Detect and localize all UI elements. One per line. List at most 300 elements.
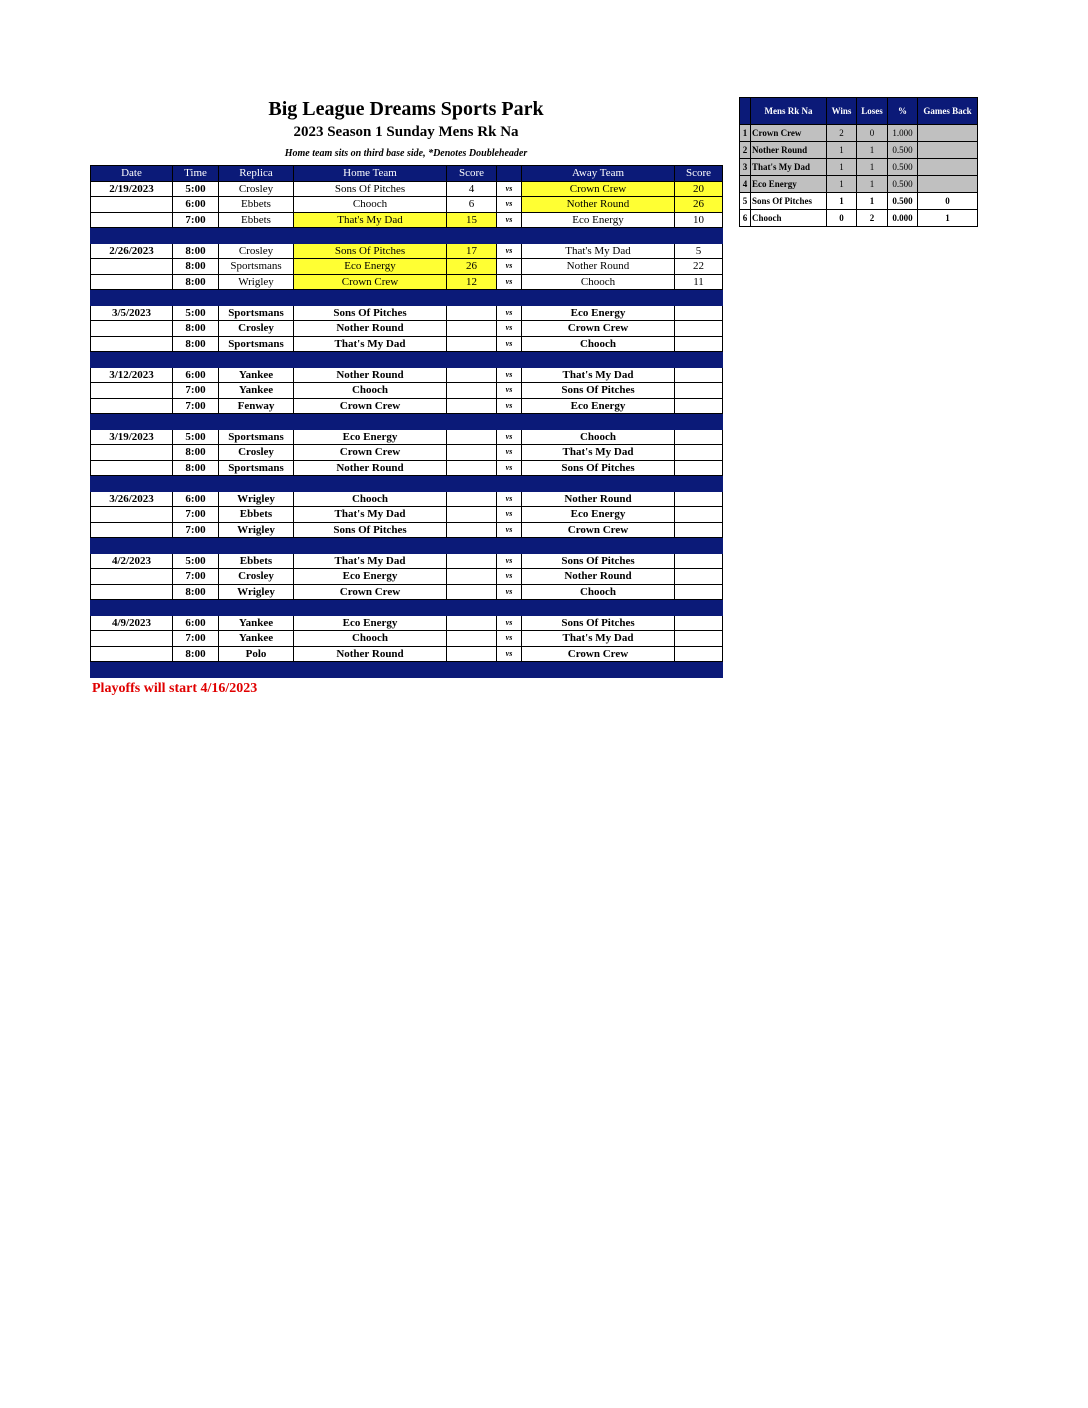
separator-cell <box>675 290 723 306</box>
time-cell: 6:00 <box>173 615 219 631</box>
home-team-cell: Sons Of Pitches <box>294 243 447 259</box>
vs-cell: vs <box>497 584 522 600</box>
away-team-cell: Nother Round <box>522 569 675 585</box>
wins-cell: 1 <box>827 193 857 210</box>
separator-cell <box>522 352 675 368</box>
table-row <box>91 631 723 647</box>
date-cell: 4/9/2023 <box>91 615 173 631</box>
separator-cell <box>173 538 219 554</box>
date-cell <box>91 398 173 414</box>
time-cell: 7:00 <box>173 569 219 585</box>
away-team-cell: Crown Crew <box>522 522 675 538</box>
separator-cell <box>675 414 723 430</box>
away-score-cell: 11 <box>675 274 723 290</box>
separator-cell <box>91 476 173 492</box>
separator-cell <box>447 290 497 306</box>
table-row <box>91 305 723 321</box>
away-team-cell: Eco Energy <box>522 305 675 321</box>
away-score-cell <box>675 522 723 538</box>
rank-cell: 3 <box>740 159 751 176</box>
column-header <box>497 166 522 182</box>
pct-cell: 0.000 <box>888 210 918 227</box>
away-team-cell: Sons Of Pitches <box>522 553 675 569</box>
field-cell: Crosley <box>219 569 294 585</box>
away-score-cell: 22 <box>675 259 723 275</box>
time-cell: 8:00 <box>173 243 219 259</box>
table-row <box>91 398 723 414</box>
vs-cell: vs <box>497 336 522 352</box>
home-score-cell <box>447 507 497 523</box>
losses-cell: 1 <box>857 176 888 193</box>
field-cell: Ebbets <box>219 507 294 523</box>
separator-cell <box>294 662 447 678</box>
home-team-cell: Chooch <box>294 197 447 213</box>
separator-cell <box>497 600 522 616</box>
separator-cell <box>522 538 675 554</box>
separator-cell <box>497 290 522 306</box>
rank-cell: 4 <box>740 176 751 193</box>
time-cell: 8:00 <box>173 259 219 275</box>
rank-cell: 2 <box>740 142 751 159</box>
time-cell: 5:00 <box>173 553 219 569</box>
table-row <box>91 321 723 337</box>
column-header <box>740 98 751 125</box>
standings-table <box>739 97 978 227</box>
date-cell <box>91 259 173 275</box>
separator-cell <box>497 228 522 244</box>
column-header: Score <box>447 166 497 182</box>
field-cell: Sportsmans <box>219 259 294 275</box>
team-cell: Chooch <box>751 210 827 227</box>
table-row <box>91 584 723 600</box>
home-score-cell <box>447 398 497 414</box>
standings-row <box>740 142 978 159</box>
separator-cell <box>294 600 447 616</box>
table-row <box>91 212 723 228</box>
vs-cell: vs <box>497 491 522 507</box>
home-team-cell: Eco Energy <box>294 569 447 585</box>
pct-cell: 0.500 <box>888 142 918 159</box>
field-cell: Polo <box>219 646 294 662</box>
away-team-cell: Sons Of Pitches <box>522 383 675 399</box>
separator-cell <box>91 662 173 678</box>
column-header: Loses <box>857 98 888 125</box>
standings-row <box>740 210 978 227</box>
rank-cell: 1 <box>740 125 751 142</box>
standings-row <box>740 125 978 142</box>
column-header: Time <box>173 166 219 182</box>
away-team-cell: Nother Round <box>522 197 675 213</box>
date-cell <box>91 522 173 538</box>
home-team-cell: Nother Round <box>294 460 447 476</box>
vs-cell: vs <box>497 274 522 290</box>
home-team-cell: Nother Round <box>294 646 447 662</box>
separator-cell <box>91 414 173 430</box>
home-team-cell: Nother Round <box>294 367 447 383</box>
table-row <box>91 507 723 523</box>
away-team-cell: Chooch <box>522 584 675 600</box>
date-cell <box>91 646 173 662</box>
separator-cell <box>522 662 675 678</box>
separator-cell <box>219 538 294 554</box>
separator-cell <box>294 290 447 306</box>
time-cell: 5:00 <box>173 429 219 445</box>
separator-cell <box>675 476 723 492</box>
column-header: Mens Rk Na <box>751 98 827 125</box>
separator-cell <box>219 352 294 368</box>
field-cell: Wrigley <box>219 584 294 600</box>
separator-cell <box>219 290 294 306</box>
home-score-cell <box>447 383 497 399</box>
vs-cell: vs <box>497 367 522 383</box>
vs-cell: vs <box>497 522 522 538</box>
home-score-cell <box>447 429 497 445</box>
games-back-cell <box>918 176 978 193</box>
time-cell: 7:00 <box>173 631 219 647</box>
date-cell: 2/19/2023 <box>91 181 173 197</box>
away-score-cell <box>675 429 723 445</box>
date-cell <box>91 584 173 600</box>
away-team-cell: Chooch <box>522 429 675 445</box>
time-cell: 8:00 <box>173 646 219 662</box>
away-team-cell: Nother Round <box>522 259 675 275</box>
separator-cell <box>219 414 294 430</box>
separator-cell <box>173 228 219 244</box>
time-cell: 8:00 <box>173 460 219 476</box>
time-cell: 8:00 <box>173 336 219 352</box>
standings-header-row <box>740 98 978 125</box>
field-cell: Crosley <box>219 445 294 461</box>
week-separator <box>91 538 723 554</box>
date-cell <box>91 336 173 352</box>
separator-cell <box>447 538 497 554</box>
separator-cell <box>675 600 723 616</box>
away-score-cell <box>675 615 723 631</box>
field-cell: Yankee <box>219 631 294 647</box>
field-cell: Sportsmans <box>219 305 294 321</box>
column-header: Date <box>91 166 173 182</box>
away-score-cell <box>675 398 723 414</box>
vs-cell: vs <box>497 569 522 585</box>
column-header: Away Team <box>522 166 675 182</box>
field-cell: Wrigley <box>219 491 294 507</box>
away-score-cell <box>675 646 723 662</box>
away-score-cell <box>675 631 723 647</box>
separator-cell <box>173 476 219 492</box>
playoffs-note: Playoffs will start 4/16/2023 <box>92 681 258 696</box>
vs-cell: vs <box>497 615 522 631</box>
separator-cell <box>173 414 219 430</box>
separator-cell <box>522 290 675 306</box>
field-cell: Sportsmans <box>219 460 294 476</box>
date-cell: 3/12/2023 <box>91 367 173 383</box>
away-score-cell: 5 <box>675 243 723 259</box>
page-title: Big League Dreams Sports Park <box>268 98 544 120</box>
separator-cell <box>91 228 173 244</box>
games-back-cell: 1 <box>918 210 978 227</box>
page-note: Home team sits on third base side, *Denotes Doubleheader <box>284 148 528 159</box>
date-cell <box>91 274 173 290</box>
home-score-cell <box>447 569 497 585</box>
away-team-cell: That's My Dad <box>522 367 675 383</box>
separator-cell <box>497 414 522 430</box>
date-cell: 4/2/2023 <box>91 553 173 569</box>
away-team-cell: Chooch <box>522 336 675 352</box>
date-cell: 2/26/2023 <box>91 243 173 259</box>
away-team-cell: Eco Energy <box>522 398 675 414</box>
field-cell: Wrigley <box>219 522 294 538</box>
time-cell: 8:00 <box>173 445 219 461</box>
home-team-cell: Crown Crew <box>294 445 447 461</box>
home-score-cell <box>447 460 497 476</box>
pct-cell: 0.500 <box>888 176 918 193</box>
away-score-cell: 26 <box>675 197 723 213</box>
field-cell: Sportsmans <box>219 429 294 445</box>
field-cell: Ebbets <box>219 553 294 569</box>
home-team-cell: Crown Crew <box>294 398 447 414</box>
time-cell: 7:00 <box>173 383 219 399</box>
separator-cell <box>522 600 675 616</box>
pct-cell: 1.000 <box>888 125 918 142</box>
week-separator <box>91 414 723 430</box>
home-score-cell <box>447 646 497 662</box>
separator-cell <box>91 352 173 368</box>
wins-cell: 1 <box>827 176 857 193</box>
column-header: % <box>888 98 918 125</box>
standings-row <box>740 159 978 176</box>
time-cell: 8:00 <box>173 584 219 600</box>
team-cell: Sons Of Pitches <box>751 193 827 210</box>
away-score-cell: 10 <box>675 212 723 228</box>
vs-cell: vs <box>497 445 522 461</box>
games-back-cell: 0 <box>918 193 978 210</box>
time-cell: 6:00 <box>173 367 219 383</box>
wins-cell: 2 <box>827 125 857 142</box>
date-cell <box>91 383 173 399</box>
rank-cell: 6 <box>740 210 751 227</box>
table-row <box>91 553 723 569</box>
separator-cell <box>447 414 497 430</box>
losses-cell: 0 <box>857 125 888 142</box>
away-score-cell <box>675 553 723 569</box>
home-score-cell <box>447 553 497 569</box>
separator-cell <box>294 414 447 430</box>
table-row <box>91 383 723 399</box>
away-team-cell: Chooch <box>522 274 675 290</box>
away-team-cell: Sons Of Pitches <box>522 615 675 631</box>
separator-cell <box>294 352 447 368</box>
team-cell: That's My Dad <box>751 159 827 176</box>
field-cell: Crosley <box>219 181 294 197</box>
table-row <box>91 429 723 445</box>
home-team-cell: Crown Crew <box>294 584 447 600</box>
separator-cell <box>173 290 219 306</box>
standings-row <box>740 193 978 210</box>
field-cell: Yankee <box>219 615 294 631</box>
vs-cell: vs <box>497 305 522 321</box>
separator-cell <box>91 538 173 554</box>
table-row <box>91 569 723 585</box>
losses-cell: 2 <box>857 210 888 227</box>
vs-cell: vs <box>497 631 522 647</box>
away-team-cell: Eco Energy <box>522 507 675 523</box>
vs-cell: vs <box>497 212 522 228</box>
separator-cell <box>497 538 522 554</box>
vs-cell: vs <box>497 243 522 259</box>
separator-cell <box>675 352 723 368</box>
away-score-cell <box>675 336 723 352</box>
date-cell <box>91 460 173 476</box>
time-cell: 6:00 <box>173 491 219 507</box>
away-score-cell <box>675 367 723 383</box>
vs-cell: vs <box>497 197 522 213</box>
vs-cell: vs <box>497 398 522 414</box>
vs-cell: vs <box>497 646 522 662</box>
away-team-cell: Crown Crew <box>522 646 675 662</box>
vs-cell: vs <box>497 429 522 445</box>
away-score-cell <box>675 383 723 399</box>
separator-cell <box>522 414 675 430</box>
standings-row <box>740 176 978 193</box>
losses-cell: 1 <box>857 159 888 176</box>
separator-cell <box>447 600 497 616</box>
separator-cell <box>173 600 219 616</box>
field-cell: Wrigley <box>219 274 294 290</box>
separator-cell <box>219 228 294 244</box>
table-row <box>91 615 723 631</box>
home-score-cell <box>447 522 497 538</box>
separator-cell <box>294 476 447 492</box>
separator-cell <box>294 538 447 554</box>
field-cell: Yankee <box>219 367 294 383</box>
separator-cell <box>675 538 723 554</box>
date-cell: 3/26/2023 <box>91 491 173 507</box>
home-score-cell <box>447 445 497 461</box>
home-team-cell: Eco Energy <box>294 429 447 445</box>
home-score-cell <box>447 367 497 383</box>
home-score-cell <box>447 631 497 647</box>
team-cell: Crown Crew <box>751 125 827 142</box>
separator-cell <box>294 228 447 244</box>
away-team-cell: That's My Dad <box>522 243 675 259</box>
table-row <box>91 491 723 507</box>
time-cell: 7:00 <box>173 522 219 538</box>
home-score-cell <box>447 584 497 600</box>
separator-cell <box>219 476 294 492</box>
away-score-cell <box>675 491 723 507</box>
column-header: Home Team <box>294 166 447 182</box>
date-cell <box>91 197 173 213</box>
field-cell: Crosley <box>219 321 294 337</box>
week-separator <box>91 352 723 368</box>
away-score-cell <box>675 584 723 600</box>
losses-cell: 1 <box>857 142 888 159</box>
home-team-cell: That's My Dad <box>294 336 447 352</box>
away-score-cell: 20 <box>675 181 723 197</box>
separator-cell <box>675 228 723 244</box>
pct-cell: 0.500 <box>888 159 918 176</box>
away-team-cell: Crown Crew <box>522 321 675 337</box>
wins-cell: 1 <box>827 142 857 159</box>
home-team-cell: Sons Of Pitches <box>294 181 447 197</box>
away-score-cell <box>675 569 723 585</box>
vs-cell: vs <box>497 553 522 569</box>
field-cell: Fenway <box>219 398 294 414</box>
vs-cell: vs <box>497 460 522 476</box>
time-cell: 8:00 <box>173 321 219 337</box>
away-score-cell <box>675 321 723 337</box>
home-team-cell: Chooch <box>294 383 447 399</box>
vs-cell: vs <box>497 181 522 197</box>
away-score-cell <box>675 305 723 321</box>
table-row <box>91 181 723 197</box>
vs-cell: vs <box>497 321 522 337</box>
table-row <box>91 445 723 461</box>
schedule-table <box>90 165 723 678</box>
team-cell: Nother Round <box>751 142 827 159</box>
home-score-cell <box>447 615 497 631</box>
time-cell: 5:00 <box>173 181 219 197</box>
home-score-cell <box>447 336 497 352</box>
vs-cell: vs <box>497 383 522 399</box>
home-team-cell: Chooch <box>294 491 447 507</box>
games-back-cell <box>918 159 978 176</box>
table-row <box>91 243 723 259</box>
home-team-cell: That's My Dad <box>294 212 447 228</box>
separator-cell <box>173 352 219 368</box>
week-separator <box>91 228 723 244</box>
separator-cell <box>447 228 497 244</box>
separator-cell <box>173 662 219 678</box>
date-cell <box>91 445 173 461</box>
separator-cell <box>91 600 173 616</box>
time-cell: 7:00 <box>173 507 219 523</box>
time-cell: 7:00 <box>173 212 219 228</box>
table-row <box>91 460 723 476</box>
time-cell: 7:00 <box>173 398 219 414</box>
away-team-cell: That's My Dad <box>522 631 675 647</box>
column-header: Replica <box>219 166 294 182</box>
table-row <box>91 336 723 352</box>
home-team-cell: That's My Dad <box>294 553 447 569</box>
date-cell: 3/5/2023 <box>91 305 173 321</box>
separator-cell <box>219 600 294 616</box>
home-team-cell: Chooch <box>294 631 447 647</box>
home-team-cell: That's My Dad <box>294 507 447 523</box>
field-cell: Ebbets <box>219 197 294 213</box>
schedule-header-row <box>91 166 723 182</box>
home-team-cell: Eco Energy <box>294 615 447 631</box>
separator-cell <box>675 662 723 678</box>
date-cell: 3/19/2023 <box>91 429 173 445</box>
home-score-cell: 4 <box>447 181 497 197</box>
vs-cell: vs <box>497 507 522 523</box>
away-team-cell: Eco Energy <box>522 212 675 228</box>
separator-cell <box>91 290 173 306</box>
separator-cell <box>447 662 497 678</box>
page-subtitle: 2023 Season 1 Sunday Mens Rk Na <box>293 124 519 140</box>
home-team-cell: Sons Of Pitches <box>294 305 447 321</box>
week-separator <box>91 476 723 492</box>
home-team-cell: Nother Round <box>294 321 447 337</box>
field-cell: Ebbets <box>219 212 294 228</box>
field-cell: Sportsmans <box>219 336 294 352</box>
field-cell: Yankee <box>219 383 294 399</box>
home-team-cell: Crown Crew <box>294 274 447 290</box>
time-cell: 6:00 <box>173 197 219 213</box>
table-row <box>91 367 723 383</box>
date-cell <box>91 507 173 523</box>
